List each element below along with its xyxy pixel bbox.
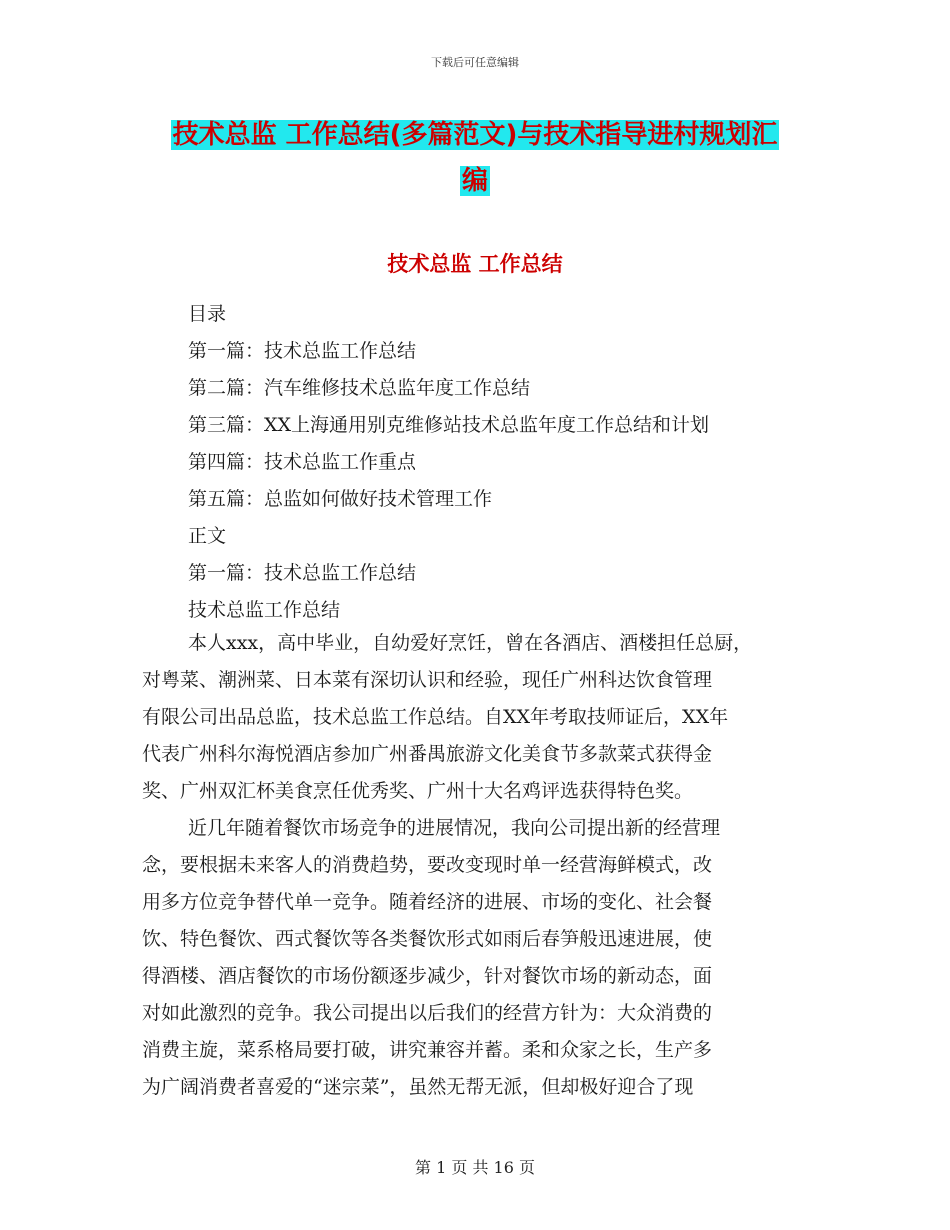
- toc-item-3: 第三篇：XX上海通用别克维修站技术总监年度工作总结和计划: [188, 414, 710, 436]
- section-subtitle: 技术总监 工作总结: [387, 252, 563, 276]
- toc-item-4: 第四篇：技术总监工作重点: [188, 451, 417, 473]
- page-number: 第 1 页 共 16 页: [415, 1158, 535, 1177]
- paragraph-line: 得酒楼、酒店餐饮的市场份额逐步减少，针对餐饮市场的新动态，面: [142, 965, 713, 987]
- toc-item-2: 第二篇：汽车维修技术总监年度工作总结: [188, 377, 531, 399]
- article-heading: 技术总监工作总结: [188, 599, 341, 621]
- paragraph: [142, 625, 822, 810]
- paragraph-line: 奖、广州双汇杯美食烹任优秀奖、广州十大名鸡评选获得特色奖。: [142, 780, 694, 802]
- paragraph-line: 用多方位竞争替代单一竞争。随着经济的进展、市场的变化、社会餐: [142, 891, 713, 913]
- document-title-line-1: 技术总监 工作总结(多篇范文)与技术指导进村规划汇: [172, 120, 778, 150]
- paragraph-line: 念，要根据未来客人的消费趋势，要改变现时单一经营海鲜模式，改: [142, 854, 713, 876]
- paragraph-line: 对如此激烈的竞争。我公司提出以后我们的经营方针为：大众消费的: [142, 1002, 713, 1024]
- chapter-heading: 第一篇：技术总监工作总结: [188, 562, 417, 584]
- paragraph-line: 本人xxx，高中毕业，自幼爱好烹饪，曾在各酒店、酒楼担任总厨，: [188, 632, 753, 654]
- paragraph-line: 对粤菜、潮洲菜、日本菜有深切认识和经验，现任广州科达饮食管理: [142, 669, 713, 691]
- body-text: [142, 625, 822, 1106]
- paragraph-line: 近几年随着餐饮市场竞争的进展情况，我向公司提出新的经营理: [188, 817, 721, 839]
- body-heading: 正文: [188, 525, 227, 547]
- paragraph-line: 为广阔消费者喜爱的“迷宗菜”，虽然无帮无派，但却极好迎合了现: [142, 1076, 694, 1098]
- document-title-line-2: 编: [461, 166, 488, 196]
- paragraph: [142, 810, 822, 1106]
- paragraph-line: 饮、特色餐饮、西式餐饮等各类餐饮形式如雨后春笋般迅速进展，使: [142, 928, 713, 950]
- toc-heading: 目录: [188, 303, 227, 325]
- toc-item-1: 第一篇：技术总监工作总结: [188, 340, 417, 362]
- paragraph-line: 代表广州科尔海悦酒店参加广州番禺旅游文化美食节多款菜式获得金: [142, 743, 713, 765]
- document-title: [0, 112, 950, 204]
- table-of-contents: [188, 296, 709, 629]
- paragraph-line: 有限公司出品总监，技术总监工作总结。自XX年考取技师证后，XX年: [142, 706, 729, 728]
- paragraph-line: 消费主旋，菜系格局要打破，讲究兼容并蓄。柔和众家之长，生产多: [142, 1039, 713, 1061]
- toc-item-5: 第五篇：总监如何做好技术管理工作: [188, 488, 493, 510]
- header-note: 下载后可任意编辑: [431, 56, 519, 69]
